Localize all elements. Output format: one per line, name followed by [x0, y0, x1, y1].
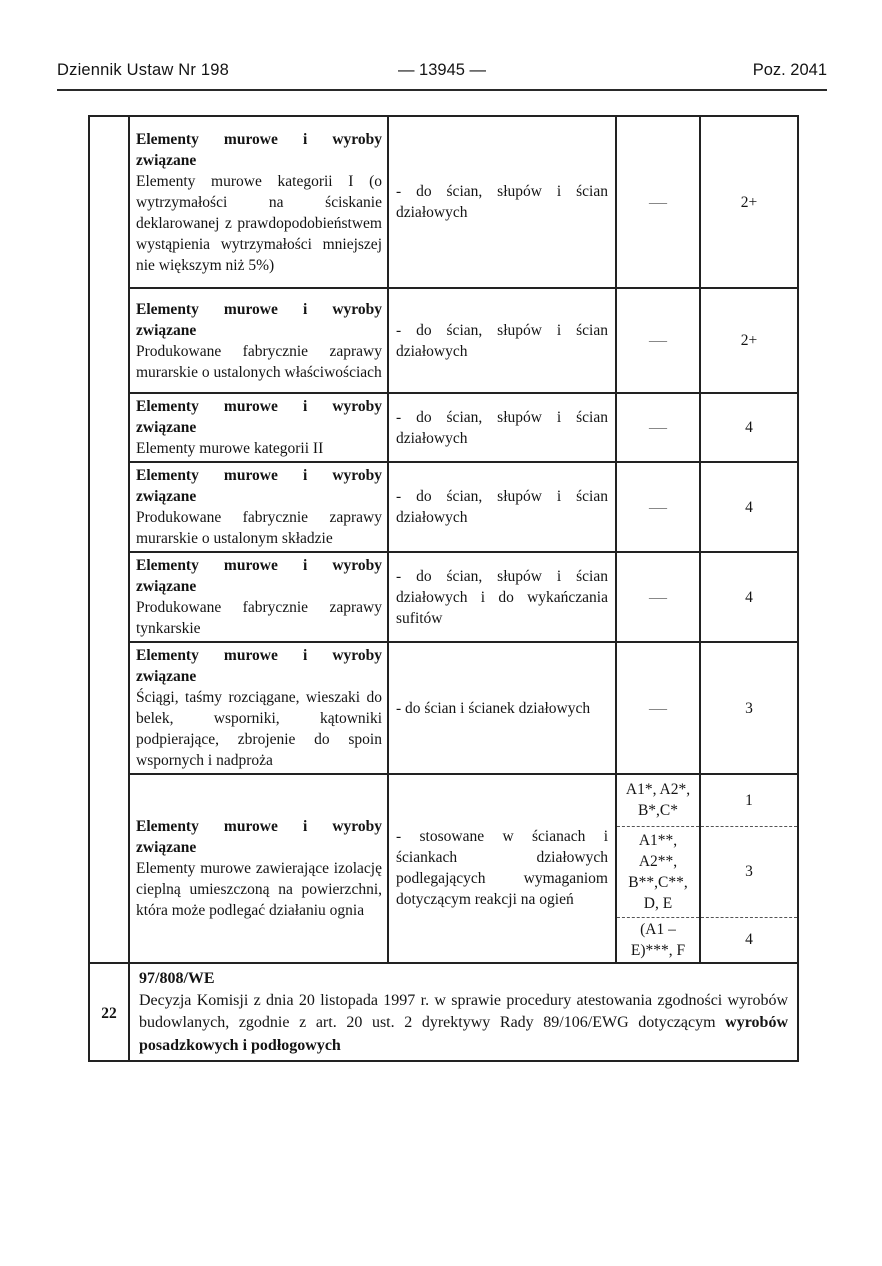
fire-class-cell: A1*, A2*, B*,C* — [616, 774, 700, 826]
system-cell: 3 — [700, 826, 798, 917]
system-cell: 4 — [700, 462, 798, 552]
application-text: - do ścian, słupów i ścian działowych — [396, 488, 608, 526]
fire-class-cell: — — [616, 462, 700, 552]
product-cell — [129, 552, 388, 642]
product-cell — [129, 393, 388, 462]
application-cell — [388, 116, 616, 288]
decision-text-normal: Decyzja Komisji z dnia 20 listopada 1997 r. w sprawie procedury atestowania zgodności wyrobów budowlanych, zgodnie z art. 20 ust. 2 dyrektywy Rady 89/106/EWG dotyczącym — [139, 991, 788, 1031]
product-cell — [129, 774, 388, 963]
system-cell: 3 — [700, 642, 798, 774]
journal-title: Dziennik Ustaw Nr 198 — [57, 61, 230, 79]
product-group-title: Elementy murowe i wyroby związane — [136, 557, 382, 595]
application-text: - do ścian i ścianek działowych — [396, 699, 591, 717]
product-description: Produkowane fabrycznie zaprawy murarskie o ustalonych właściwościach — [136, 342, 382, 381]
fire-class-cell: — — [616, 288, 700, 393]
product-group-title: Elementy murowe i wyroby związane — [136, 300, 382, 339]
product-cell — [129, 288, 388, 393]
table-row — [89, 552, 798, 642]
decision-text — [139, 990, 788, 1058]
fire-class-cell: — — [616, 116, 700, 288]
fire-class-cell: — — [616, 393, 700, 462]
product-group-title: Elementy murowe i wyroby związane — [136, 130, 382, 169]
product-group-title: Elementy murowe i wyroby związane — [136, 817, 382, 856]
fire-class-cell: — — [616, 552, 700, 642]
decision-code: 97/808/WE — [139, 969, 215, 987]
decision-text-bold: wyrobów posadzkowych i podłogowych — [139, 1014, 788, 1054]
product-group-title: Elementy murowe i wyroby związane — [136, 467, 382, 505]
application-text: - do ścian, słupów i ścian działowych — [396, 408, 608, 447]
application-text: - do ścian, słupów i ścian działowych — [396, 183, 608, 221]
product-description: Produkowane fabrycznie zaprawy murarskie o ustalonym składzie — [136, 509, 382, 547]
application-text: - do ścian, słupów i ścian działowych — [396, 321, 608, 360]
product-cell — [129, 462, 388, 552]
product-description: Produkowane fabrycznie zaprawy tynkarskie — [136, 599, 382, 637]
application-cell — [388, 393, 616, 462]
product-group-title: Elementy murowe i wyroby związane — [136, 647, 382, 685]
application-text: - stosowane w ścianach i ściankach działowych podlegających wymaganiom dotyczącym reakcji na ogień — [396, 828, 608, 909]
product-group-title: Elementy murowe i wyroby związane — [136, 398, 382, 436]
fire-class-cell: — — [616, 642, 700, 774]
conformity-table — [88, 115, 799, 1062]
page-number: — 13945 — — [397, 61, 487, 79]
product-description: Elementy murowe kategorii I (o wytrzymałości na ściskanie deklarowanej z prawdopodobieństwem wystąpienia wytrzymałości mniejszej nie większym niż 5%) — [136, 172, 382, 274]
decision-cell — [129, 963, 798, 1062]
product-cell — [129, 642, 388, 774]
item-number: 22 — [89, 963, 129, 1062]
table-row — [89, 963, 798, 1062]
product-description: Elementy murowe kategorii II — [136, 440, 324, 457]
system-cell: 1 — [700, 774, 798, 826]
fire-class-cell: (A1 – E)***, F — [616, 917, 700, 963]
product-description: Elementy murowe zawierające izolację cieplną umieszczoną na powierzchni, która może podlegać działaniu ognia — [136, 859, 382, 919]
application-cell — [388, 552, 616, 642]
table-row — [89, 642, 798, 774]
product-cell — [129, 116, 388, 288]
system-cell: 4 — [700, 917, 798, 963]
system-cell: 4 — [700, 552, 798, 642]
page-header — [57, 61, 827, 91]
fire-class-cell: A1**, A2**, B**,C**, D, E — [616, 826, 700, 917]
product-description: Ściągi, taśmy rozciągane, wieszaki do belek, wsporniki, kątowniki podpierające, zbrojenie do spoin wspornych i nadproża — [136, 689, 382, 769]
system-cell: 2+ — [700, 116, 798, 288]
position-label: Poz. 2041 — [752, 61, 828, 79]
application-text: - do ścian, słupów i ścian działowych i do wykańczania sufitów — [396, 567, 608, 627]
application-cell — [388, 774, 616, 963]
table-row — [89, 393, 798, 462]
application-cell — [388, 462, 616, 552]
table-row — [89, 462, 798, 552]
application-cell — [388, 288, 616, 393]
number-column-cell — [89, 116, 129, 963]
table-row — [89, 288, 798, 393]
system-cell: 2+ — [700, 288, 798, 393]
table-row — [89, 116, 798, 288]
application-cell — [388, 642, 616, 774]
system-cell: 4 — [700, 393, 798, 462]
table-row — [89, 774, 798, 826]
